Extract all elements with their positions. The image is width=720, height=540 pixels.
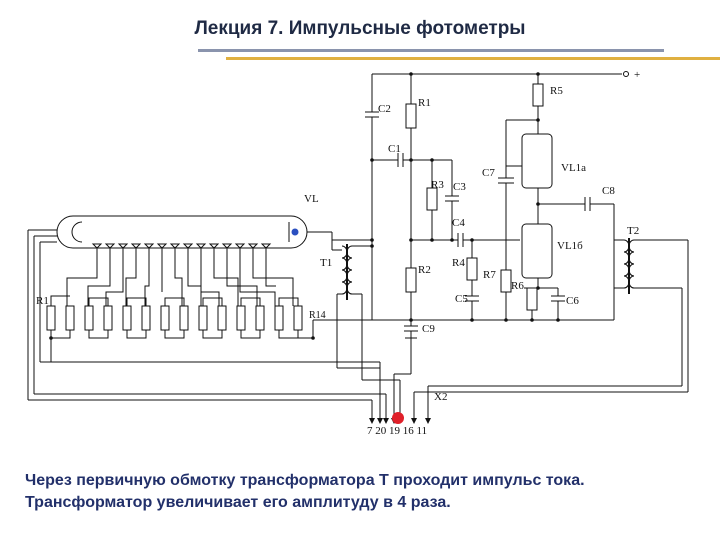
label-r14: R14: [309, 310, 326, 321]
label-r1-top: R1: [418, 97, 431, 109]
supply-terminal: [624, 72, 629, 77]
label-c3: C3: [453, 181, 466, 193]
label-vl1a: VL1a: [561, 162, 587, 174]
label-x2: X2: [434, 391, 448, 403]
label-t2: T2: [627, 225, 640, 237]
slide-caption: [25, 470, 705, 514]
label-vl1b: VL1б: [557, 240, 583, 252]
label-c5: C5: [455, 293, 468, 305]
label-r7: R7: [483, 269, 496, 281]
label-r4: R4: [452, 257, 465, 269]
label-r2: R2: [418, 264, 431, 276]
label-c1: C1: [388, 143, 401, 155]
label-r5: R5: [550, 85, 563, 97]
label-r1-left: R1: [36, 295, 49, 307]
label-r3: R3: [431, 179, 444, 191]
pin-marker: [392, 412, 404, 424]
dynode-divider: [47, 248, 313, 362]
slide-title: Лекция 7. Импульсные фотометры: [194, 18, 526, 39]
label-vl: VL: [304, 193, 319, 205]
label-c4: C4: [452, 217, 465, 229]
label-c2: C2: [378, 103, 391, 115]
caption-line-1: Через первичную обмотку трансформатора Т проходит импульс тока.: [25, 472, 585, 489]
label-c8: C8: [602, 185, 615, 197]
label-c9: C9: [422, 323, 435, 335]
label-c6: C6: [566, 295, 579, 307]
label-r6: R6: [511, 280, 524, 292]
label-x2-pins: 7 20 19 16 11: [367, 425, 428, 437]
anode-dot: [292, 229, 299, 236]
label-plus: +: [634, 69, 641, 81]
label-t1: T1: [320, 257, 333, 269]
dynode-pin-heads: [93, 244, 270, 248]
caption-line-2: Трансформатор увеличивает его амплитуду в 4 раза.: [25, 494, 451, 511]
label-c7: C7: [482, 167, 495, 179]
